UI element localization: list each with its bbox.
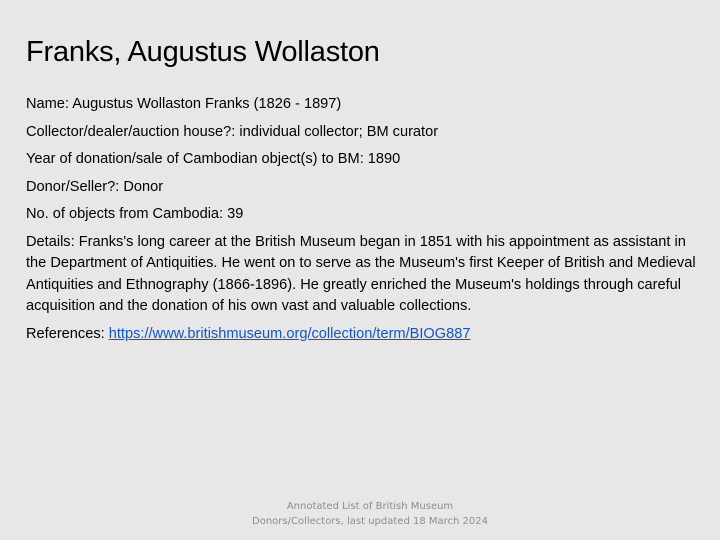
collector-type-field: Collector/dealer/auction house?: individual collector; BM curator bbox=[26, 123, 439, 140]
name-field: Name: Augustus Wollaston Franks (1826 - 1897) bbox=[26, 96, 342, 112]
footer-line-1: Annotated List of British Museum bbox=[286, 501, 454, 512]
footer bbox=[0, 499, 720, 529]
donor-seller-field: Donor/Seller?: Donor bbox=[26, 178, 164, 195]
references-field bbox=[26, 324, 698, 346]
reference-link[interactable]: https://www.britishmuseum.org/collection/term/BIOG887 bbox=[108, 325, 471, 342]
details-field: Details: Franks's long career at the British Museum began in 1851 with his appointment as assistant in the Department of Antiquities. He went on to serve as the Museum's first Keeper of British and Medieval Antiquities and Ethnography (1866-1896). He greatly enriched the Museum's holdings through careful acquisition and the donation of his own vast and valuable collections. bbox=[26, 233, 696, 314]
page-title: Franks, Augustus Wollaston bbox=[26, 36, 380, 68]
record-details bbox=[26, 94, 698, 351]
references-label: References: bbox=[26, 325, 109, 342]
donation-year-field: Year of donation/sale of Cambodian object(s) to BM: 1890 bbox=[26, 151, 401, 167]
object-count-field: No. of objects from Cambodia: 39 bbox=[26, 206, 244, 222]
footer-line-2: Donors/Collectors, last updated 18 March 2024 bbox=[252, 516, 488, 527]
